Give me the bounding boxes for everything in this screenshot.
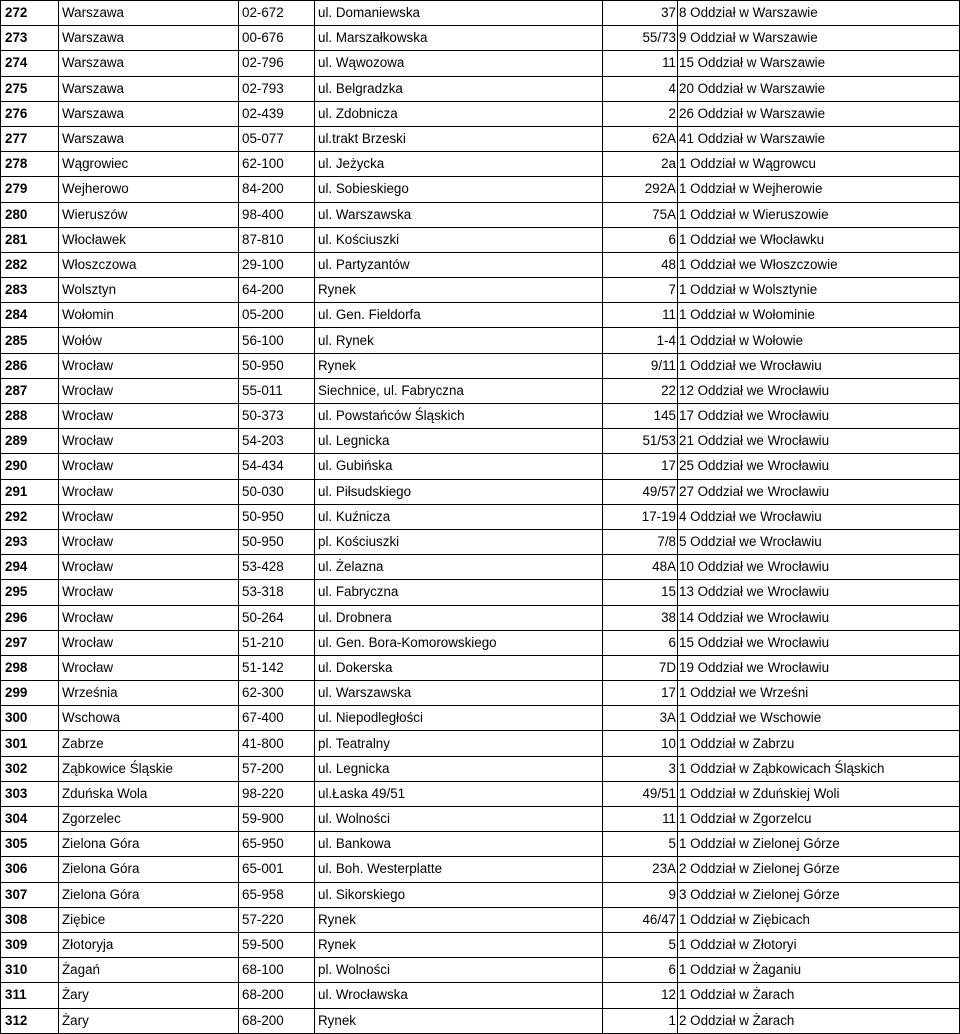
building-number-cell: 6 [603, 958, 678, 983]
row-number-cell: 298 [1, 655, 59, 680]
building-number-cell: 145 [603, 404, 678, 429]
branch-name-cell: 26 Oddział w Warszawie [678, 101, 960, 126]
building-number-cell: 7D [603, 655, 678, 680]
row-number-cell: 277 [1, 126, 59, 151]
branch-name-cell: 4 Oddział we Wrocławiu [678, 504, 960, 529]
building-number-cell: 38 [603, 605, 678, 630]
branch-name-cell: 15 Oddział we Wrocławiu [678, 630, 960, 655]
building-number-cell: 2 [603, 101, 678, 126]
city-cell: Warszawa [59, 1, 239, 26]
street-cell: ul.Łaska 49/51 [315, 781, 603, 806]
street-cell: ul. Boh. Westerplatte [315, 857, 603, 882]
branch-name-cell: 3 Oddział w Zielonej Górze [678, 882, 960, 907]
row-number-cell: 290 [1, 454, 59, 479]
postal-code-cell: 51-142 [239, 655, 315, 680]
street-cell: ul. Rynek [315, 328, 603, 353]
street-cell: ul. Kuźnicza [315, 504, 603, 529]
branch-table-body [1, 1, 960, 1034]
street-cell: ul. Żelazna [315, 555, 603, 580]
table-row [1, 580, 960, 605]
building-number-cell: 6 [603, 630, 678, 655]
postal-code-cell: 53-428 [239, 555, 315, 580]
street-cell: ul. Marszałkowska [315, 26, 603, 51]
postal-code-cell: 54-434 [239, 454, 315, 479]
city-cell: Wolsztyn [59, 278, 239, 303]
street-cell: Rynek [315, 1008, 603, 1033]
branch-name-cell: 1 Oddział w Żarach [678, 983, 960, 1008]
row-number-cell: 288 [1, 404, 59, 429]
table-row [1, 404, 960, 429]
postal-code-cell: 65-001 [239, 857, 315, 882]
row-number-cell: 301 [1, 731, 59, 756]
branch-name-cell: 2 Oddział w Żarach [678, 1008, 960, 1033]
street-cell: ul. Zdobnicza [315, 101, 603, 126]
postal-code-cell: 84-200 [239, 177, 315, 202]
row-number-cell: 309 [1, 932, 59, 957]
building-number-cell: 12 [603, 983, 678, 1008]
building-number-cell: 23A [603, 857, 678, 882]
table-row [1, 958, 960, 983]
table-row [1, 1008, 960, 1033]
row-number-cell: 289 [1, 429, 59, 454]
branch-name-cell: 17 Oddział we Wrocławiu [678, 404, 960, 429]
street-cell: ul. Belgradzka [315, 76, 603, 101]
row-number-cell: 273 [1, 26, 59, 51]
building-number-cell: 7 [603, 278, 678, 303]
row-number-cell: 285 [1, 328, 59, 353]
street-cell: ul. Warszawska [315, 202, 603, 227]
row-number-cell: 278 [1, 152, 59, 177]
branch-name-cell: 21 Oddział we Wrocławiu [678, 429, 960, 454]
building-number-cell: 9/11 [603, 353, 678, 378]
postal-code-cell: 98-220 [239, 781, 315, 806]
street-cell: Rynek [315, 932, 603, 957]
city-cell: Zielona Góra [59, 857, 239, 882]
table-row [1, 378, 960, 403]
building-number-cell: 51/53 [603, 429, 678, 454]
city-cell: Września [59, 681, 239, 706]
table-row [1, 681, 960, 706]
postal-code-cell: 29-100 [239, 252, 315, 277]
city-cell: Ząbkowice Śląskie [59, 756, 239, 781]
building-number-cell: 17-19 [603, 504, 678, 529]
city-cell: Złotoryja [59, 932, 239, 957]
table-row [1, 832, 960, 857]
row-number-cell: 302 [1, 756, 59, 781]
building-number-cell: 3 [603, 756, 678, 781]
branch-name-cell: 1 Oddział w Ziębicach [678, 907, 960, 932]
postal-code-cell: 98-400 [239, 202, 315, 227]
building-number-cell: 37 [603, 1, 678, 26]
table-row [1, 983, 960, 1008]
table-row [1, 781, 960, 806]
postal-code-cell: 57-220 [239, 907, 315, 932]
table-row [1, 454, 960, 479]
branch-name-cell: 14 Oddział we Wrocławiu [678, 605, 960, 630]
postal-code-cell: 56-100 [239, 328, 315, 353]
branch-name-cell: 12 Oddział we Wrocławiu [678, 378, 960, 403]
postal-code-cell: 68-200 [239, 983, 315, 1008]
postal-code-cell: 00-676 [239, 26, 315, 51]
postal-code-cell: 62-100 [239, 152, 315, 177]
row-number-cell: 311 [1, 983, 59, 1008]
table-row [1, 706, 960, 731]
table-row [1, 252, 960, 277]
table-row [1, 328, 960, 353]
table-row [1, 907, 960, 932]
city-cell: Wejherowo [59, 177, 239, 202]
postal-code-cell: 02-796 [239, 51, 315, 76]
street-cell: ul. Jeżycka [315, 152, 603, 177]
building-number-cell: 5 [603, 932, 678, 957]
building-number-cell: 17 [603, 454, 678, 479]
postal-code-cell: 02-439 [239, 101, 315, 126]
building-number-cell: 22 [603, 378, 678, 403]
table-row [1, 429, 960, 454]
row-number-cell: 282 [1, 252, 59, 277]
city-cell: Wołomin [59, 303, 239, 328]
postal-code-cell: 87-810 [239, 227, 315, 252]
branch-name-cell: 1 Oddział w Wągrowcu [678, 152, 960, 177]
branch-name-cell: 1 Oddział w Żaganiu [678, 958, 960, 983]
row-number-cell: 283 [1, 278, 59, 303]
building-number-cell: 55/73 [603, 26, 678, 51]
branch-name-cell: 1 Oddział w Złotoryi [678, 932, 960, 957]
table-row [1, 177, 960, 202]
city-cell: Warszawa [59, 126, 239, 151]
row-number-cell: 294 [1, 555, 59, 580]
table-row [1, 807, 960, 832]
table-row [1, 76, 960, 101]
table-row [1, 1, 960, 26]
street-cell: ul. Domaniewska [315, 1, 603, 26]
branch-name-cell: 2 Oddział w Zielonej Górze [678, 857, 960, 882]
row-number-cell: 299 [1, 681, 59, 706]
city-cell: Warszawa [59, 101, 239, 126]
street-cell: ul. Dokerska [315, 655, 603, 680]
branch-name-cell: 8 Oddział w Warszawie [678, 1, 960, 26]
street-cell: ul. Gen. Fieldorfa [315, 303, 603, 328]
table-row [1, 655, 960, 680]
branch-name-cell: 1 Oddział we Włocławku [678, 227, 960, 252]
branch-name-cell: 1 Oddział w Zgorzelcu [678, 807, 960, 832]
city-cell: Warszawa [59, 26, 239, 51]
table-row [1, 26, 960, 51]
street-cell: ul. Gen. Bora-Komorowskiego [315, 630, 603, 655]
street-cell: Siechnice, ul. Fabryczna [315, 378, 603, 403]
building-number-cell: 49/51 [603, 781, 678, 806]
building-number-cell: 1-4 [603, 328, 678, 353]
street-cell: Rynek [315, 353, 603, 378]
street-cell: ul. Gubińska [315, 454, 603, 479]
row-number-cell: 286 [1, 353, 59, 378]
table-row [1, 152, 960, 177]
row-number-cell: 287 [1, 378, 59, 403]
branch-name-cell: 25 Oddział we Wrocławiu [678, 454, 960, 479]
table-row [1, 932, 960, 957]
building-number-cell: 4 [603, 76, 678, 101]
building-number-cell: 9 [603, 882, 678, 907]
building-number-cell: 1 [603, 1008, 678, 1033]
street-cell: Rynek [315, 907, 603, 932]
row-number-cell: 275 [1, 76, 59, 101]
building-number-cell: 10 [603, 731, 678, 756]
row-number-cell: 274 [1, 51, 59, 76]
row-number-cell: 300 [1, 706, 59, 731]
city-cell: Wrocław [59, 529, 239, 554]
branch-name-cell: 1 Oddział w Zduńskiej Woli [678, 781, 960, 806]
table-row [1, 731, 960, 756]
branch-name-cell: 19 Oddział we Wrocławiu [678, 655, 960, 680]
row-number-cell: 308 [1, 907, 59, 932]
table-row [1, 227, 960, 252]
postal-code-cell: 51-210 [239, 630, 315, 655]
city-cell: Zduńska Wola [59, 781, 239, 806]
branch-name-cell: 1 Oddział w Zabrzu [678, 731, 960, 756]
street-cell: ul. Drobnera [315, 605, 603, 630]
postal-code-cell: 50-950 [239, 504, 315, 529]
postal-code-cell: 55-011 [239, 378, 315, 403]
building-number-cell: 11 [603, 807, 678, 832]
street-cell: pl. Kościuszki [315, 529, 603, 554]
row-number-cell: 291 [1, 479, 59, 504]
branch-name-cell: 1 Oddział w Wieruszowie [678, 202, 960, 227]
branch-name-cell: 9 Oddział w Warszawie [678, 26, 960, 51]
city-cell: Ziębice [59, 907, 239, 932]
table-row [1, 857, 960, 882]
building-number-cell: 75A [603, 202, 678, 227]
branch-name-cell: 1 Oddział w Ząbkowicach Śląskich [678, 756, 960, 781]
postal-code-cell: 59-900 [239, 807, 315, 832]
branch-name-cell: 27 Oddział we Wrocławiu [678, 479, 960, 504]
branch-name-cell: 41 Oddział w Warszawie [678, 126, 960, 151]
city-cell: Wrocław [59, 555, 239, 580]
city-cell: Wieruszów [59, 202, 239, 227]
city-cell: Zabrze [59, 731, 239, 756]
city-cell: Warszawa [59, 76, 239, 101]
city-cell: Wrocław [59, 504, 239, 529]
row-number-cell: 297 [1, 630, 59, 655]
city-cell: Wrocław [59, 404, 239, 429]
postal-code-cell: 68-100 [239, 958, 315, 983]
street-cell: ul. Sikorskiego [315, 882, 603, 907]
street-cell: ul. Wąwozowa [315, 51, 603, 76]
branch-name-cell: 1 Oddział w Wolsztynie [678, 278, 960, 303]
city-cell: Zielona Góra [59, 832, 239, 857]
row-number-cell: 303 [1, 781, 59, 806]
row-number-cell: 293 [1, 529, 59, 554]
city-cell: Włoszczowa [59, 252, 239, 277]
table-row [1, 202, 960, 227]
building-number-cell: 15 [603, 580, 678, 605]
building-number-cell: 11 [603, 303, 678, 328]
table-row [1, 504, 960, 529]
postal-code-cell: 59-500 [239, 932, 315, 957]
city-cell: Żagań [59, 958, 239, 983]
city-cell: Wołów [59, 328, 239, 353]
table-row [1, 126, 960, 151]
postal-code-cell: 67-400 [239, 706, 315, 731]
building-number-cell: 48 [603, 252, 678, 277]
row-number-cell: 307 [1, 882, 59, 907]
postal-code-cell: 62-300 [239, 681, 315, 706]
table-row [1, 756, 960, 781]
branch-name-cell: 1 Oddział we Włoszczowie [678, 252, 960, 277]
postal-code-cell: 02-793 [239, 76, 315, 101]
city-cell: Wrocław [59, 630, 239, 655]
street-cell: ul. Warszawska [315, 681, 603, 706]
table-row [1, 101, 960, 126]
row-number-cell: 292 [1, 504, 59, 529]
street-cell: ul. Partyzantów [315, 252, 603, 277]
branch-name-cell: 1 Oddział we Wschowie [678, 706, 960, 731]
street-cell: ul. Powstańców Śląskich [315, 404, 603, 429]
city-cell: Warszawa [59, 51, 239, 76]
city-cell: Wschowa [59, 706, 239, 731]
city-cell: Wrocław [59, 479, 239, 504]
postal-code-cell: 50-030 [239, 479, 315, 504]
building-number-cell: 46/47 [603, 907, 678, 932]
branch-name-cell: 13 Oddział we Wrocławiu [678, 580, 960, 605]
row-number-cell: 284 [1, 303, 59, 328]
building-number-cell: 3A [603, 706, 678, 731]
city-cell: Wągrowiec [59, 152, 239, 177]
postal-code-cell: 64-200 [239, 278, 315, 303]
branch-name-cell: 20 Oddział w Warszawie [678, 76, 960, 101]
city-cell: Wrocław [59, 580, 239, 605]
street-cell: ul. Niepodległości [315, 706, 603, 731]
city-cell: Wrocław [59, 378, 239, 403]
branch-name-cell: 1 Oddział w Zielonej Górze [678, 832, 960, 857]
building-number-cell: 11 [603, 51, 678, 76]
row-number-cell: 279 [1, 177, 59, 202]
table-row [1, 353, 960, 378]
postal-code-cell: 65-950 [239, 832, 315, 857]
building-number-cell: 49/57 [603, 479, 678, 504]
postal-code-cell: 02-672 [239, 1, 315, 26]
city-cell: Zgorzelec [59, 807, 239, 832]
city-cell: Wrocław [59, 605, 239, 630]
city-cell: Wrocław [59, 655, 239, 680]
building-number-cell: 6 [603, 227, 678, 252]
postal-code-cell: 50-950 [239, 353, 315, 378]
table-row [1, 278, 960, 303]
row-number-cell: 296 [1, 605, 59, 630]
branch-name-cell: 1 Oddział w Wejherowie [678, 177, 960, 202]
row-number-cell: 306 [1, 857, 59, 882]
branch-name-cell: 1 Oddział w Wołominie [678, 303, 960, 328]
building-number-cell: 5 [603, 832, 678, 857]
row-number-cell: 295 [1, 580, 59, 605]
street-cell: ul. Wrocławska [315, 983, 603, 1008]
street-cell: ul. Sobieskiego [315, 177, 603, 202]
table-row [1, 882, 960, 907]
branch-name-cell: 15 Oddział w Warszawie [678, 51, 960, 76]
postal-code-cell: 05-077 [239, 126, 315, 151]
table-row [1, 303, 960, 328]
postal-code-cell: 54-203 [239, 429, 315, 454]
city-cell: Wrocław [59, 454, 239, 479]
row-number-cell: 310 [1, 958, 59, 983]
row-number-cell: 312 [1, 1008, 59, 1033]
building-number-cell: 17 [603, 681, 678, 706]
branch-name-cell: 5 Oddział we Wrocławiu [678, 529, 960, 554]
street-cell: pl. Teatralny [315, 731, 603, 756]
city-cell: Włocławek [59, 227, 239, 252]
row-number-cell: 304 [1, 807, 59, 832]
postal-code-cell: 50-950 [239, 529, 315, 554]
city-cell: Wrocław [59, 429, 239, 454]
street-cell: ul.trakt Brzeski [315, 126, 603, 151]
postal-code-cell: 65-958 [239, 882, 315, 907]
postal-code-cell: 50-373 [239, 404, 315, 429]
branch-name-cell: 10 Oddział we Wrocławiu [678, 555, 960, 580]
postal-code-cell: 57-200 [239, 756, 315, 781]
street-cell: ul. Kościuszki [315, 227, 603, 252]
building-number-cell: 2a [603, 152, 678, 177]
street-cell: ul. Piłsudskiego [315, 479, 603, 504]
city-cell: Żary [59, 983, 239, 1008]
street-cell: Rynek [315, 278, 603, 303]
branch-name-cell: 1 Oddział we Wrocławiu [678, 353, 960, 378]
postal-code-cell: 53-318 [239, 580, 315, 605]
branch-name-cell: 1 Oddział we Wrześni [678, 681, 960, 706]
city-cell: Zielona Góra [59, 882, 239, 907]
table-row [1, 555, 960, 580]
postal-code-cell: 05-200 [239, 303, 315, 328]
branch-name-cell: 1 Oddział w Wołowie [678, 328, 960, 353]
building-number-cell: 62A [603, 126, 678, 151]
postal-code-cell: 68-200 [239, 1008, 315, 1033]
postal-code-cell: 41-800 [239, 731, 315, 756]
street-cell: ul. Legnicka [315, 429, 603, 454]
street-cell: ul. Legnicka [315, 756, 603, 781]
row-number-cell: 281 [1, 227, 59, 252]
postal-code-cell: 50-264 [239, 605, 315, 630]
city-cell: Wrocław [59, 353, 239, 378]
street-cell: ul. Fabryczna [315, 580, 603, 605]
street-cell: ul. Bankowa [315, 832, 603, 857]
row-number-cell: 280 [1, 202, 59, 227]
city-cell: Żary [59, 1008, 239, 1033]
row-number-cell: 272 [1, 1, 59, 26]
table-row [1, 51, 960, 76]
street-cell: ul. Wolności [315, 807, 603, 832]
building-number-cell: 48A [603, 555, 678, 580]
street-cell: pl. Wolności [315, 958, 603, 983]
table-row [1, 605, 960, 630]
table-row [1, 529, 960, 554]
row-number-cell: 305 [1, 832, 59, 857]
row-number-cell: 276 [1, 101, 59, 126]
table-row [1, 630, 960, 655]
building-number-cell: 7/8 [603, 529, 678, 554]
building-number-cell: 292A [603, 177, 678, 202]
table-row [1, 479, 960, 504]
